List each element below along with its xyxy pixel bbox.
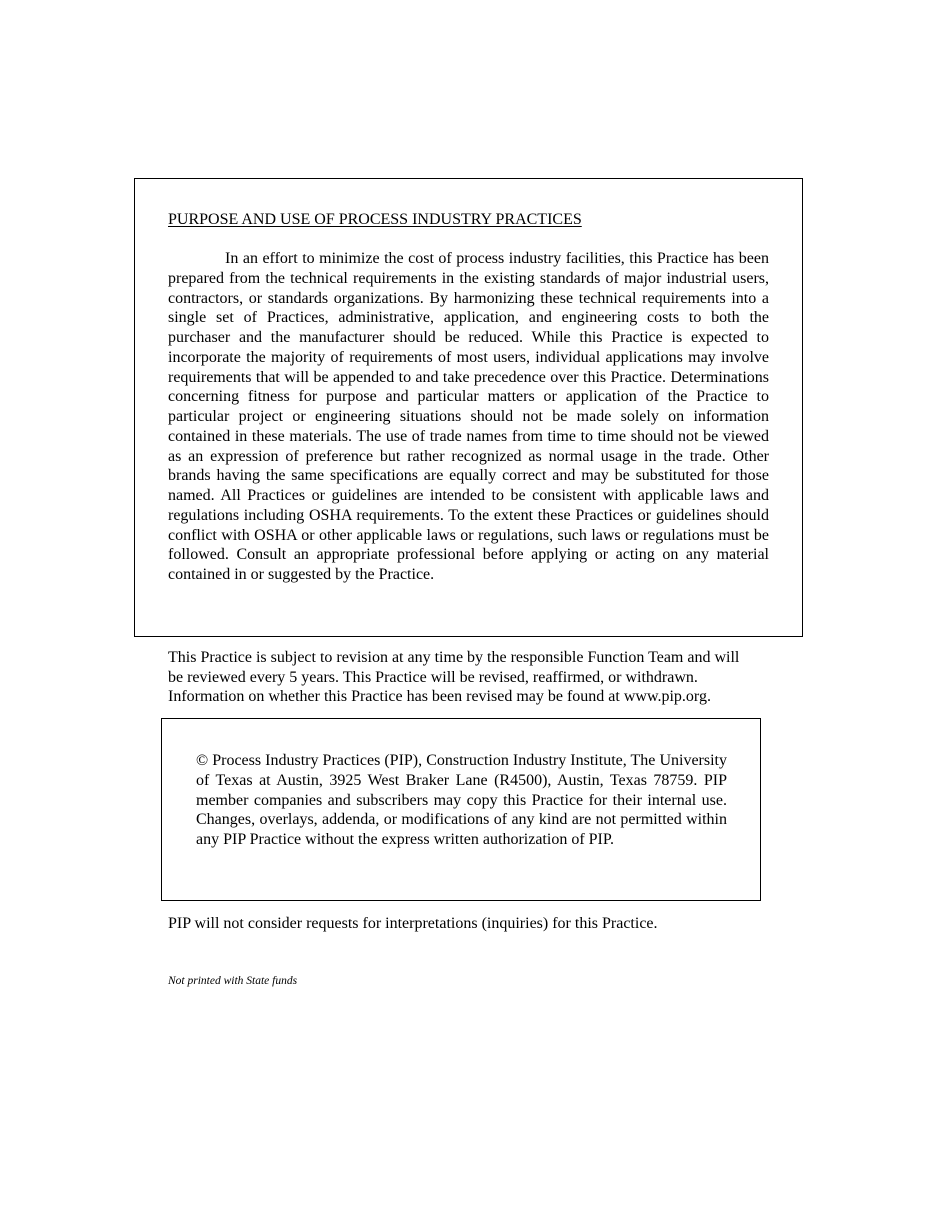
inquiries-note: PIP will not consider requests for interpretations (inquiries) for this Practice. <box>168 915 658 932</box>
revision-note <box>168 648 788 707</box>
copyright-text: © Process Industry Practices (PIP), Construction Industry Institute, The University of Texas at Austin, 3925 West Braker Lane (R4500), Austin, Texas 78759. PIP member companies and subscribers may copy this Practice for their internal use. Changes, overlays, addenda, or modifications of any kind are not permitted within any PIP Practice without the express written authorization of PIP. <box>196 752 727 848</box>
purpose-heading: PURPOSE AND USE OF PROCESS INDUSTRY PRACTICES <box>168 211 582 228</box>
revision-note-line: be reviewed every 5 years. This Practice will be revised, reaffirmed, or withdrawn. <box>168 668 698 686</box>
funds-note: Not printed with State funds <box>168 975 298 987</box>
revision-note-line: This Practice is subject to revision at any time by the responsible Function Team and will <box>168 649 740 666</box>
revision-note-line: Information on whether this Practice has been revised may be found at www.pip.org. <box>168 688 711 705</box>
purpose-body: In an effort to minimize the cost of process industry facilities, this Practice has been prepared from the technical requirements in the existing standards of major industrial users, contractors, or standards organizations. By harmonizing these technical requirements into a single set of Practices, administrative, application, and engineering costs to both the purchaser and the manufacturer should be reduced. While this Practice is expected to incorporate the majority of requirements of most users, individual applications may involve requirements that will be appended to and take precedence over this Practice. Determinations concerning fitness for purpose and particular matters or application of the Practice to particular project or engineering situations should not be made solely on information contained in these materials. The use of trade names from time to time should not be viewed as an expression of preference but rather recognized as normal usage in the trade. Other brands having the same specifications are equally correct and may be substituted for those named. All Practices or guidelines are intended to be consistent with applicable laws and regulations including OSHA requirements. To the extent these Practices or guidelines should conflict with OSHA or other applicable laws or regulations, such laws or regulations must be followed. Consult an appropriate professional before applying or acting on any material contained in or suggested by the Practice. <box>168 250 769 583</box>
